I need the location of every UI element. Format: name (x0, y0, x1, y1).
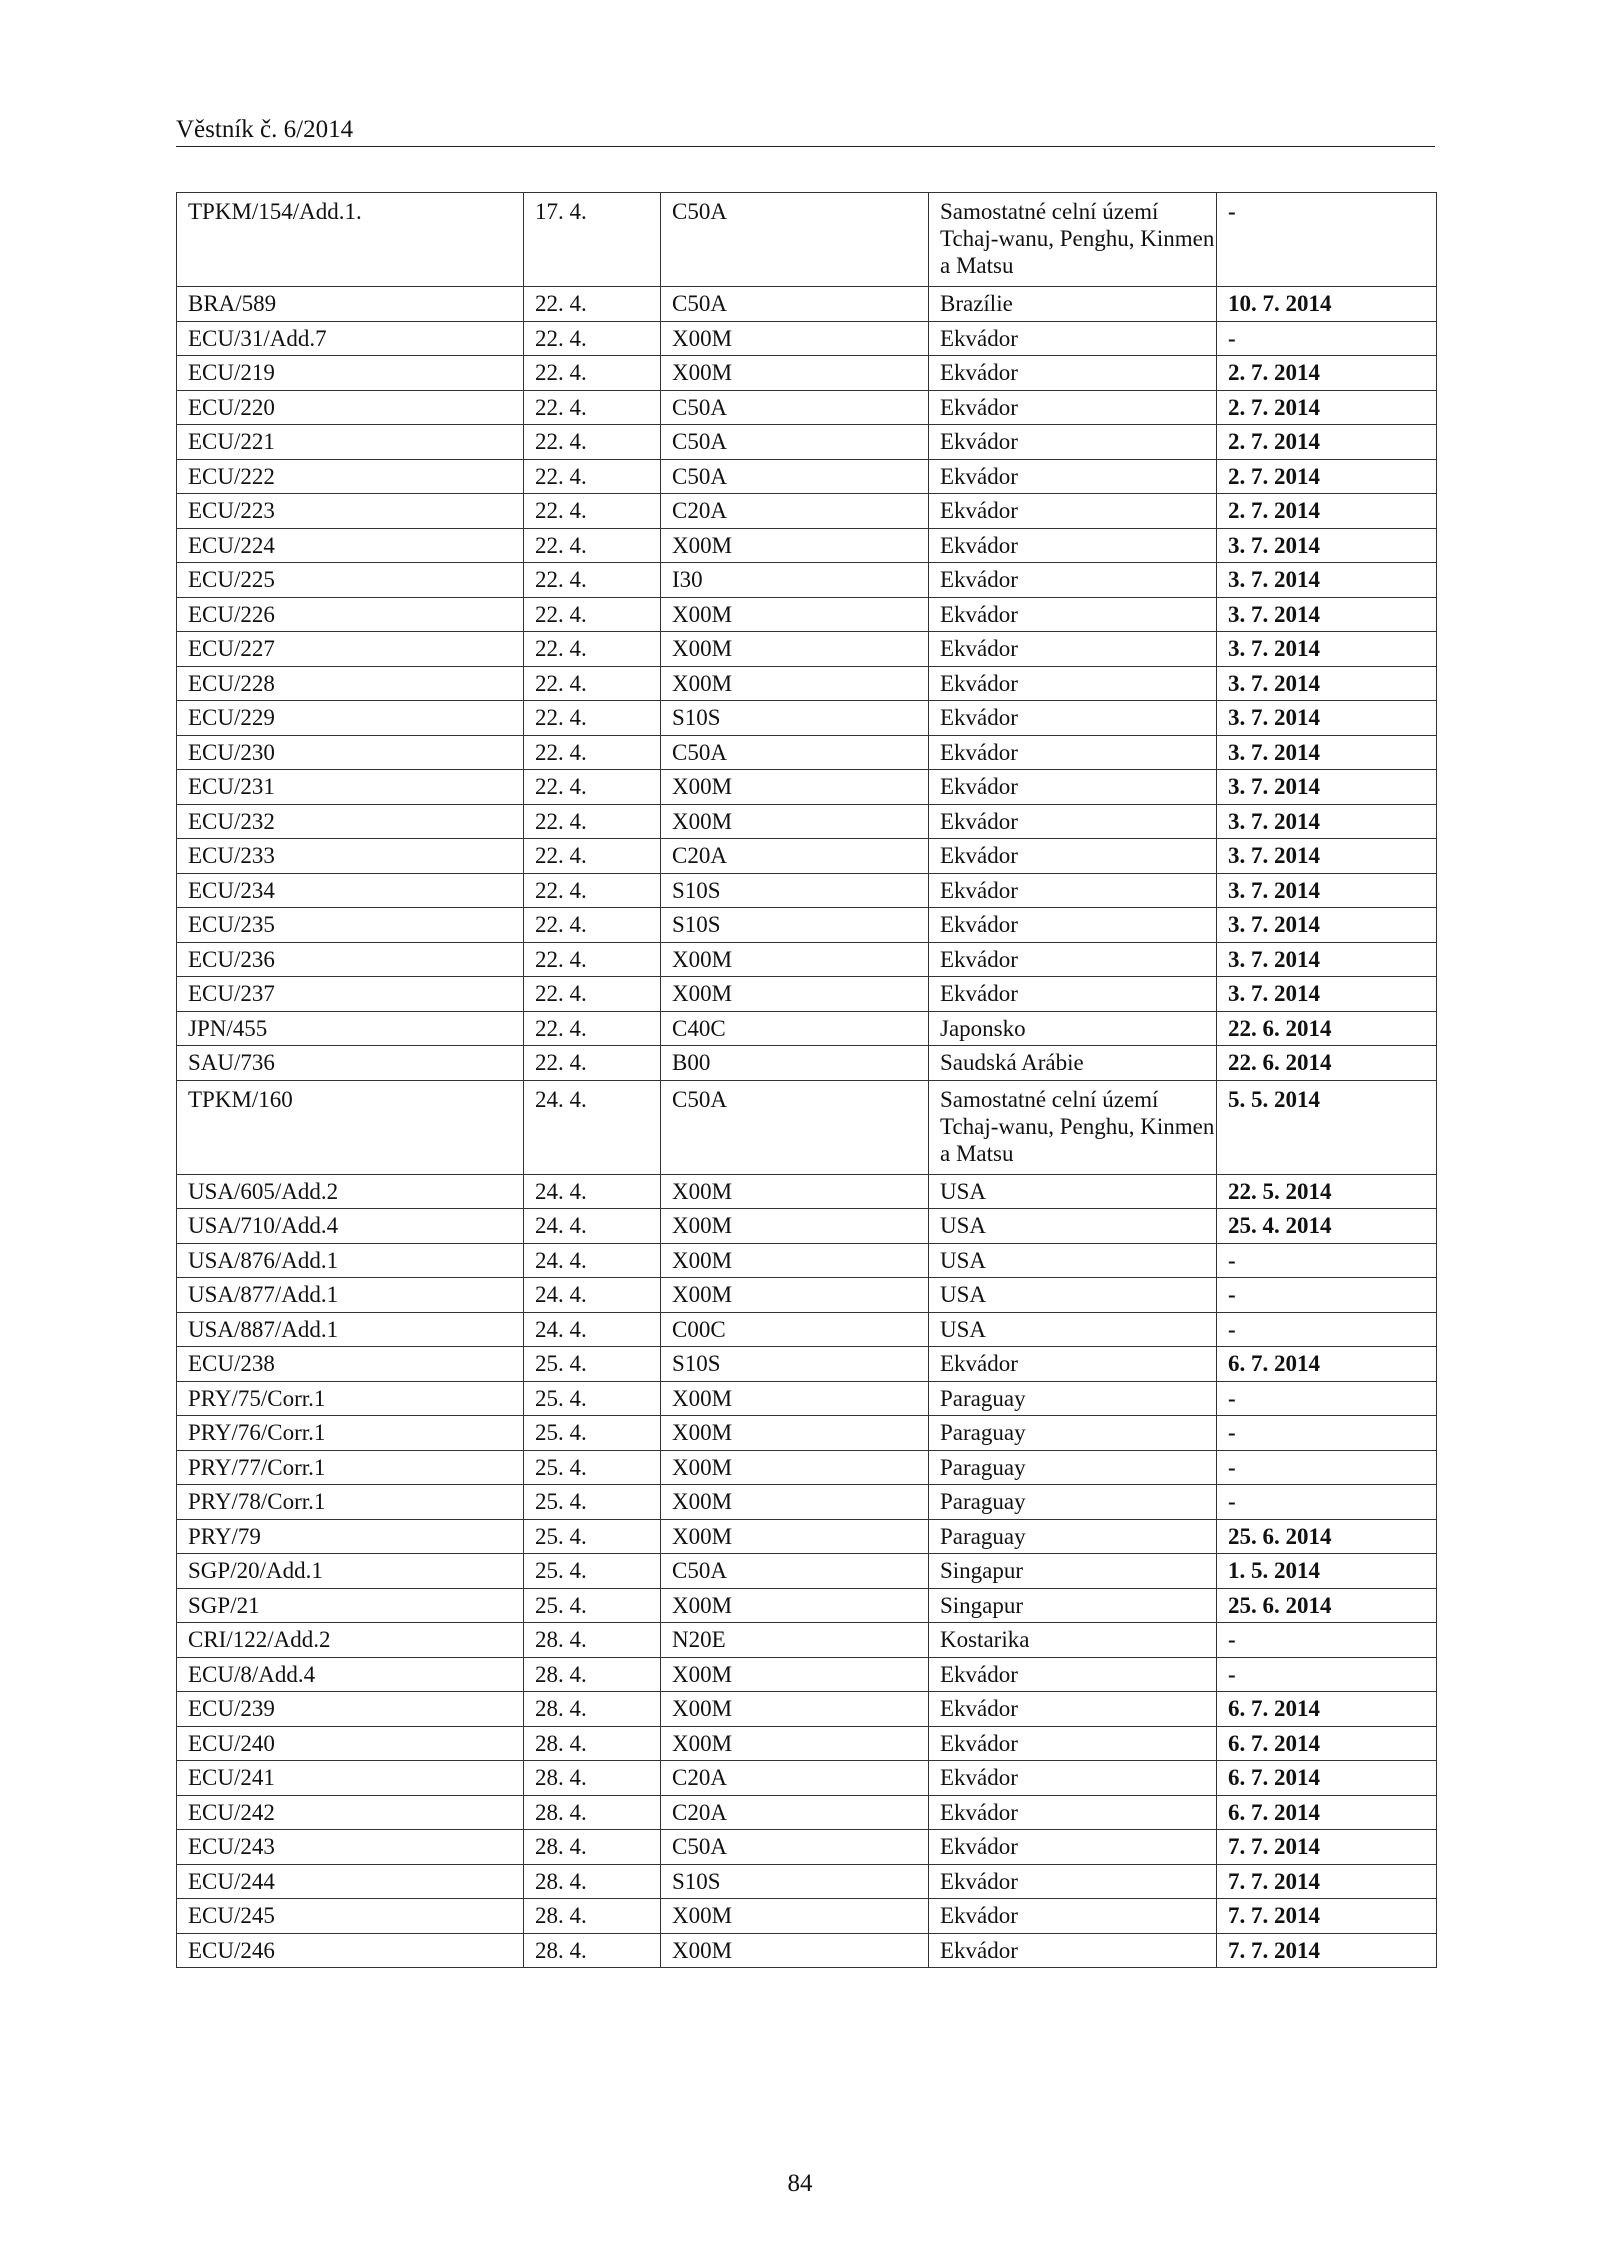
deadline-cell: - (1217, 1450, 1437, 1485)
deadline-cell: 6. 7. 2014 (1217, 1692, 1437, 1727)
deadline-cell: - (1217, 1485, 1437, 1520)
code-cell: S10S (661, 1347, 929, 1382)
document-symbol-cell: ECU/241 (177, 1761, 524, 1796)
document-symbol-cell: ECU/231 (177, 770, 524, 805)
code-cell: C50A (661, 193, 929, 287)
member-cell: Ekvádor (929, 632, 1217, 667)
table-row (177, 563, 1437, 598)
member-cell: Ekvádor (929, 666, 1217, 701)
code-cell: X00M (661, 942, 929, 977)
code-cell: X00M (661, 356, 929, 391)
date-cell: 22. 4. (524, 494, 661, 529)
deadline-cell: 3. 7. 2014 (1217, 666, 1437, 701)
member-cell: Singapur (929, 1554, 1217, 1589)
deadline-cell: 3. 7. 2014 (1217, 804, 1437, 839)
code-cell: X00M (661, 1933, 929, 1968)
date-cell: 28. 4. (524, 1692, 661, 1727)
date-cell: 17. 4. (524, 193, 661, 287)
document-symbol-cell: PRY/77/Corr.1 (177, 1450, 524, 1485)
document-symbol-cell: PRY/75/Corr.1 (177, 1381, 524, 1416)
member-cell: Ekvádor (929, 1657, 1217, 1692)
document-symbol-cell: ECU/242 (177, 1795, 524, 1830)
deadline-cell: - (1217, 1243, 1437, 1278)
code-cell: C50A (661, 1080, 929, 1174)
date-cell: 25. 4. (524, 1381, 661, 1416)
document-symbol-cell: ECU/228 (177, 666, 524, 701)
date-cell: 25. 4. (524, 1485, 661, 1520)
code-cell: C40C (661, 1011, 929, 1046)
date-cell: 28. 4. (524, 1933, 661, 1968)
table-row (177, 977, 1437, 1012)
code-cell: X00M (661, 1726, 929, 1761)
member-cell: Ekvádor (929, 1692, 1217, 1727)
document-symbol-cell: BRA/589 (177, 287, 524, 322)
deadline-cell: 7. 7. 2014 (1217, 1933, 1437, 1968)
date-cell: 22. 4. (524, 735, 661, 770)
date-cell: 22. 4. (524, 356, 661, 391)
code-cell: X00M (661, 770, 929, 805)
code-cell: X00M (661, 804, 929, 839)
member-cell: Japonsko (929, 1011, 1217, 1046)
code-cell: C20A (661, 1761, 929, 1796)
date-cell: 22. 4. (524, 908, 661, 943)
member-cell: Ekvádor (929, 494, 1217, 529)
table-row (177, 597, 1437, 632)
deadline-cell: - (1217, 1623, 1437, 1658)
deadline-cell: 3. 7. 2014 (1217, 873, 1437, 908)
deadline-cell: 5. 5. 2014 (1217, 1080, 1437, 1174)
code-cell: S10S (661, 873, 929, 908)
code-cell: S10S (661, 1864, 929, 1899)
table-row (177, 528, 1437, 563)
document-symbol-cell: ECU/238 (177, 1347, 524, 1382)
member-cell: USA (929, 1209, 1217, 1244)
table-row (177, 1243, 1437, 1278)
table-row (177, 1761, 1437, 1796)
table-row (177, 701, 1437, 736)
date-cell: 25. 4. (524, 1450, 661, 1485)
date-cell: 24. 4. (524, 1080, 661, 1174)
table-row (177, 1278, 1437, 1313)
table-row (177, 873, 1437, 908)
document-symbol-cell: USA/605/Add.2 (177, 1174, 524, 1209)
document-symbol-cell: PRY/76/Corr.1 (177, 1416, 524, 1451)
document-symbol-cell: ECU/234 (177, 873, 524, 908)
member-cell: Ekvádor (929, 1830, 1217, 1865)
date-cell: 22. 4. (524, 632, 661, 667)
document-symbol-cell: ECU/223 (177, 494, 524, 529)
document-symbol-cell: TPKM/160 (177, 1080, 524, 1174)
member-cell: USA (929, 1174, 1217, 1209)
member-cell: Samostatné celní území Tchaj-wanu, Penghu, Kinmen a Matsu (929, 1080, 1217, 1174)
code-cell: X00M (661, 1209, 929, 1244)
code-cell: X00M (661, 597, 929, 632)
member-cell: Ekvádor (929, 942, 1217, 977)
code-cell: C50A (661, 287, 929, 322)
code-cell: X00M (661, 1450, 929, 1485)
deadline-cell: - (1217, 321, 1437, 356)
document-symbol-cell: ECU/221 (177, 425, 524, 460)
date-cell: 28. 4. (524, 1761, 661, 1796)
code-cell: X00M (661, 1485, 929, 1520)
table-row (177, 908, 1437, 943)
table-row (177, 1726, 1437, 1761)
document-symbol-cell: USA/887/Add.1 (177, 1312, 524, 1347)
document-symbol-cell: ECU/240 (177, 1726, 524, 1761)
code-cell: X00M (661, 1519, 929, 1554)
code-cell: C00C (661, 1312, 929, 1347)
table-row (177, 494, 1437, 529)
member-cell: Ekvádor (929, 425, 1217, 460)
deadline-cell: 7. 7. 2014 (1217, 1899, 1437, 1934)
date-cell: 28. 4. (524, 1899, 661, 1934)
document-symbol-cell: ECU/230 (177, 735, 524, 770)
code-cell: C50A (661, 390, 929, 425)
code-cell: S10S (661, 701, 929, 736)
code-cell: C50A (661, 1830, 929, 1865)
document-symbol-cell: PRY/79 (177, 1519, 524, 1554)
table-row (177, 1588, 1437, 1623)
document-symbol-cell: ECU/224 (177, 528, 524, 563)
table-row (177, 356, 1437, 391)
table-row (177, 1450, 1437, 1485)
date-cell: 28. 4. (524, 1623, 661, 1658)
date-cell: 22. 4. (524, 459, 661, 494)
table-row (177, 193, 1437, 287)
deadline-cell: 7. 7. 2014 (1217, 1864, 1437, 1899)
code-cell: X00M (661, 1416, 929, 1451)
deadline-cell: 3. 7. 2014 (1217, 563, 1437, 598)
date-cell: 24. 4. (524, 1209, 661, 1244)
table-row (177, 1080, 1437, 1174)
table-row (177, 287, 1437, 322)
deadline-cell: 10. 7. 2014 (1217, 287, 1437, 322)
member-cell: Ekvádor (929, 1726, 1217, 1761)
table-row (177, 425, 1437, 460)
member-cell: Ekvádor (929, 459, 1217, 494)
table-row (177, 390, 1437, 425)
member-cell: Ekvádor (929, 873, 1217, 908)
member-cell: Ekvádor (929, 701, 1217, 736)
document-symbol-cell: PRY/78/Corr.1 (177, 1485, 524, 1520)
document-symbol-cell: ECU/237 (177, 977, 524, 1012)
table-row (177, 1416, 1437, 1451)
member-cell: Paraguay (929, 1450, 1217, 1485)
date-cell: 25. 4. (524, 1588, 661, 1623)
table-row (177, 1899, 1437, 1934)
table-row (177, 1011, 1437, 1046)
date-cell: 22. 4. (524, 942, 661, 977)
deadline-cell: 3. 7. 2014 (1217, 597, 1437, 632)
member-cell: Ekvádor (929, 1761, 1217, 1796)
code-cell: I30 (661, 563, 929, 598)
table-row (177, 1209, 1437, 1244)
code-cell: X00M (661, 1243, 929, 1278)
table-row (177, 632, 1437, 667)
code-cell: X00M (661, 1899, 929, 1934)
document-symbol-cell: ECU/236 (177, 942, 524, 977)
deadline-cell: - (1217, 1657, 1437, 1692)
member-cell: Ekvádor (929, 321, 1217, 356)
table-row (177, 1519, 1437, 1554)
member-cell: Samostatné celní území Tchaj-wanu, Penghu, Kinmen a Matsu (929, 193, 1217, 287)
deadline-cell: 3. 7. 2014 (1217, 942, 1437, 977)
date-cell: 22. 4. (524, 528, 661, 563)
document-symbol-cell: ECU/245 (177, 1899, 524, 1934)
date-cell: 22. 4. (524, 1011, 661, 1046)
document-symbol-cell: TPKM/154/Add.1. (177, 193, 524, 287)
deadline-cell: 22. 5. 2014 (1217, 1174, 1437, 1209)
code-cell: X00M (661, 1588, 929, 1623)
document-symbol-cell: ECU/239 (177, 1692, 524, 1727)
table-row (177, 1312, 1437, 1347)
member-cell: Ekvádor (929, 390, 1217, 425)
code-cell: C50A (661, 425, 929, 460)
date-cell: 22. 4. (524, 666, 661, 701)
deadline-cell: 6. 7. 2014 (1217, 1726, 1437, 1761)
table-row (177, 1692, 1437, 1727)
code-cell: C20A (661, 839, 929, 874)
member-cell: USA (929, 1278, 1217, 1313)
member-cell: Kostarika (929, 1623, 1217, 1658)
date-cell: 28. 4. (524, 1864, 661, 1899)
date-cell: 22. 4. (524, 287, 661, 322)
code-cell: C50A (661, 1554, 929, 1589)
deadline-cell: 3. 7. 2014 (1217, 701, 1437, 736)
table-row (177, 1554, 1437, 1589)
date-cell: 22. 4. (524, 701, 661, 736)
date-cell: 22. 4. (524, 1046, 661, 1081)
code-cell: X00M (661, 1174, 929, 1209)
deadline-cell: 3. 7. 2014 (1217, 908, 1437, 943)
deadline-cell: - (1217, 1312, 1437, 1347)
deadline-cell: 3. 7. 2014 (1217, 839, 1437, 874)
code-cell: X00M (661, 321, 929, 356)
document-symbol-cell: ECU/31/Add.7 (177, 321, 524, 356)
table-row (177, 1933, 1437, 1968)
code-cell: X00M (661, 1692, 929, 1727)
deadline-cell: 3. 7. 2014 (1217, 735, 1437, 770)
member-cell: Ekvádor (929, 356, 1217, 391)
code-cell: C20A (661, 1795, 929, 1830)
date-cell: 25. 4. (524, 1554, 661, 1589)
deadline-cell: 2. 7. 2014 (1217, 390, 1437, 425)
deadline-cell: 25. 6. 2014 (1217, 1588, 1437, 1623)
member-cell: Ekvádor (929, 908, 1217, 943)
document-symbol-cell: ECU/233 (177, 839, 524, 874)
member-cell: Ekvádor (929, 977, 1217, 1012)
date-cell: 22. 4. (524, 563, 661, 598)
date-cell: 22. 4. (524, 321, 661, 356)
document-symbol-cell: ECU/225 (177, 563, 524, 598)
date-cell: 28. 4. (524, 1795, 661, 1830)
member-cell: Paraguay (929, 1519, 1217, 1554)
code-cell: X00M (661, 1657, 929, 1692)
table-row (177, 459, 1437, 494)
deadline-cell: 3. 7. 2014 (1217, 632, 1437, 667)
code-cell: X00M (661, 1381, 929, 1416)
member-cell: Ekvádor (929, 528, 1217, 563)
table-row (177, 666, 1437, 701)
date-cell: 22. 4. (524, 804, 661, 839)
date-cell: 22. 4. (524, 597, 661, 632)
deadline-cell: 3. 7. 2014 (1217, 770, 1437, 805)
deadline-cell: 22. 6. 2014 (1217, 1046, 1437, 1081)
code-cell: C50A (661, 459, 929, 494)
table-row (177, 770, 1437, 805)
code-cell: X00M (661, 1278, 929, 1313)
document-symbol-cell: JPN/455 (177, 1011, 524, 1046)
deadline-cell: - (1217, 193, 1437, 287)
member-cell: Ekvádor (929, 1347, 1217, 1382)
deadline-cell: 2. 7. 2014 (1217, 425, 1437, 460)
table-row (177, 1347, 1437, 1382)
table-row (177, 1830, 1437, 1865)
deadline-cell: 6. 7. 2014 (1217, 1761, 1437, 1796)
document-symbol-cell: ECU/235 (177, 908, 524, 943)
document-symbol-cell: ECU/246 (177, 1933, 524, 1968)
member-cell: Ekvádor (929, 1899, 1217, 1934)
table-row (177, 1795, 1437, 1830)
date-cell: 28. 4. (524, 1726, 661, 1761)
member-cell: Ekvádor (929, 1795, 1217, 1830)
code-cell: X00M (661, 632, 929, 667)
document-symbol-cell: ECU/243 (177, 1830, 524, 1865)
date-cell: 22. 4. (524, 770, 661, 805)
document-symbol-cell: ECU/220 (177, 390, 524, 425)
deadline-cell: 2. 7. 2014 (1217, 459, 1437, 494)
document-symbol-cell: SGP/20/Add.1 (177, 1554, 524, 1589)
member-cell: Ekvádor (929, 1864, 1217, 1899)
document-symbol-cell: ECU/226 (177, 597, 524, 632)
member-cell: Paraguay (929, 1485, 1217, 1520)
date-cell: 24. 4. (524, 1174, 661, 1209)
member-cell: Paraguay (929, 1381, 1217, 1416)
code-cell: N20E (661, 1623, 929, 1658)
date-cell: 22. 4. (524, 839, 661, 874)
document-symbol-cell: SAU/736 (177, 1046, 524, 1081)
page-number: 84 (787, 2170, 813, 2197)
code-cell: X00M (661, 528, 929, 563)
deadline-cell: 2. 7. 2014 (1217, 356, 1437, 391)
member-cell: Singapur (929, 1588, 1217, 1623)
date-cell: 25. 4. (524, 1347, 661, 1382)
member-cell: Saudská Arábie (929, 1046, 1217, 1081)
document-symbol-cell: ECU/222 (177, 459, 524, 494)
date-cell: 25. 4. (524, 1519, 661, 1554)
member-cell: Ekvádor (929, 597, 1217, 632)
table-row (177, 1381, 1437, 1416)
document-symbol-cell: ECU/244 (177, 1864, 524, 1899)
date-cell: 22. 4. (524, 425, 661, 460)
date-cell: 28. 4. (524, 1657, 661, 1692)
deadline-cell: 6. 7. 2014 (1217, 1347, 1437, 1382)
table-row (177, 1657, 1437, 1692)
code-cell: C50A (661, 735, 929, 770)
member-cell: Brazílie (929, 287, 1217, 322)
date-cell: 28. 4. (524, 1830, 661, 1865)
date-cell: 25. 4. (524, 1416, 661, 1451)
date-cell: 24. 4. (524, 1312, 661, 1347)
journal-title: Věstník č. 6/2014 (176, 116, 354, 143)
code-cell: X00M (661, 977, 929, 1012)
date-cell: 22. 4. (524, 977, 661, 1012)
table-row (177, 1485, 1437, 1520)
table-row (177, 1623, 1437, 1658)
deadline-cell: 25. 6. 2014 (1217, 1519, 1437, 1554)
table-row (177, 804, 1437, 839)
date-cell: 22. 4. (524, 873, 661, 908)
member-cell: Ekvádor (929, 735, 1217, 770)
deadline-cell: - (1217, 1381, 1437, 1416)
member-cell: Paraguay (929, 1416, 1217, 1451)
deadline-cell: 2. 7. 2014 (1217, 494, 1437, 529)
deadline-cell: 3. 7. 2014 (1217, 528, 1437, 563)
member-cell: USA (929, 1243, 1217, 1278)
document-symbol-cell: ECU/232 (177, 804, 524, 839)
table-row (177, 1174, 1437, 1209)
notification-table (176, 192, 1437, 1968)
document-symbol-cell: USA/877/Add.1 (177, 1278, 524, 1313)
table-row (177, 321, 1437, 356)
document-symbol-cell: ECU/227 (177, 632, 524, 667)
member-cell: USA (929, 1312, 1217, 1347)
deadline-cell: 1. 5. 2014 (1217, 1554, 1437, 1589)
deadline-cell: 25. 4. 2014 (1217, 1209, 1437, 1244)
page-header (176, 108, 1435, 147)
deadline-cell: - (1217, 1278, 1437, 1313)
document-symbol-cell: ECU/8/Add.4 (177, 1657, 524, 1692)
document-symbol-cell: ECU/229 (177, 701, 524, 736)
date-cell: 22. 4. (524, 390, 661, 425)
code-cell: X00M (661, 666, 929, 701)
member-cell: Ekvádor (929, 839, 1217, 874)
member-cell: Ekvádor (929, 563, 1217, 598)
document-symbol-cell: SGP/21 (177, 1588, 524, 1623)
document-symbol-cell: CRI/122/Add.2 (177, 1623, 524, 1658)
table-row (177, 839, 1437, 874)
deadline-cell: - (1217, 1416, 1437, 1451)
table-row (177, 1046, 1437, 1081)
code-cell: S10S (661, 908, 929, 943)
document-symbol-cell: ECU/219 (177, 356, 524, 391)
table-row (177, 1864, 1437, 1899)
deadline-cell: 22. 6. 2014 (1217, 1011, 1437, 1046)
deadline-cell: 6. 7. 2014 (1217, 1795, 1437, 1830)
date-cell: 24. 4. (524, 1243, 661, 1278)
deadline-cell: 7. 7. 2014 (1217, 1830, 1437, 1865)
table-row (177, 942, 1437, 977)
deadline-cell: 3. 7. 2014 (1217, 977, 1437, 1012)
code-cell: B00 (661, 1046, 929, 1081)
document-symbol-cell: USA/876/Add.1 (177, 1243, 524, 1278)
member-cell: Ekvádor (929, 804, 1217, 839)
member-cell: Ekvádor (929, 1933, 1217, 1968)
table-body (177, 193, 1437, 1968)
document-symbol-cell: USA/710/Add.4 (177, 1209, 524, 1244)
table-row (177, 735, 1437, 770)
date-cell: 24. 4. (524, 1278, 661, 1313)
code-cell: C20A (661, 494, 929, 529)
member-cell: Ekvádor (929, 770, 1217, 805)
